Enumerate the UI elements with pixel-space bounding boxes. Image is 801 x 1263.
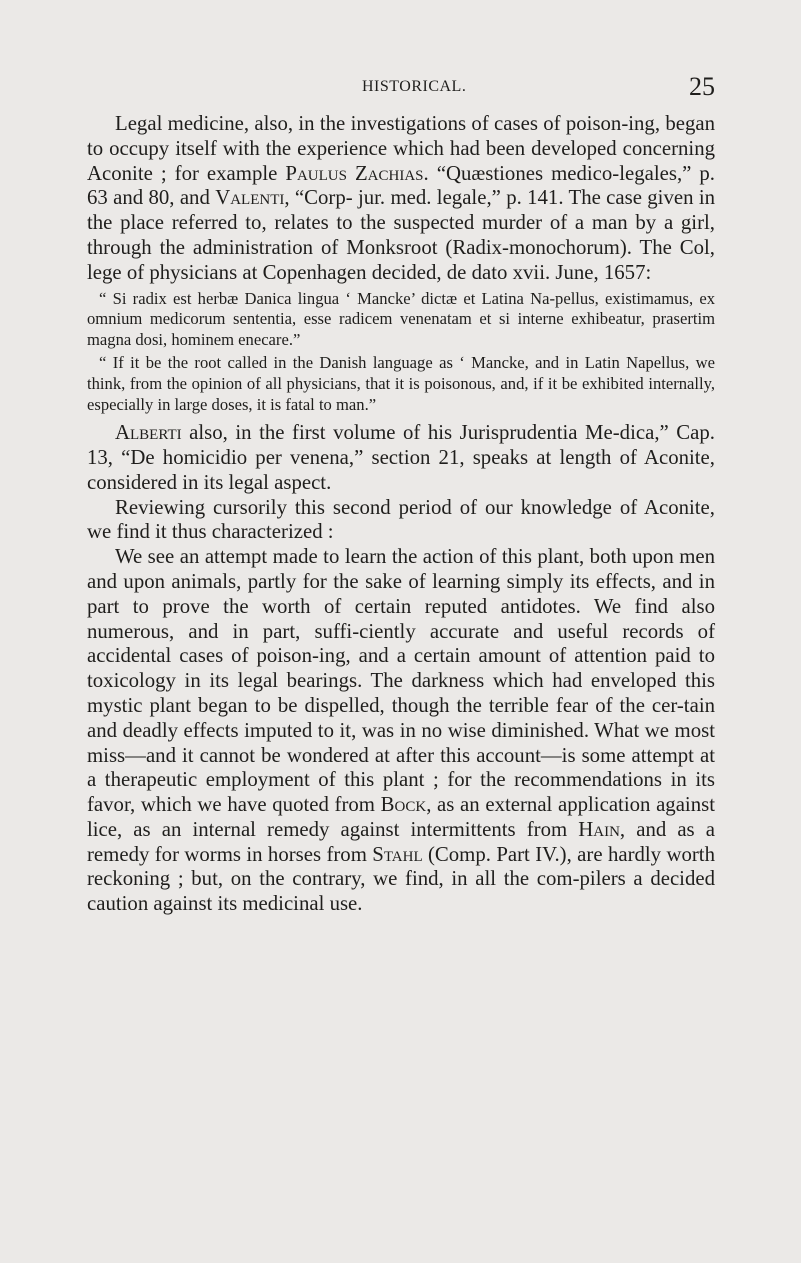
text-run: “ If it be the root called in the Danish language as ‘ Mancke, and in Latin Napellus, we think, from the opinion of all physicians, that it is poisonous, and, if it be exhibited internally, especially in large doses, it is fatal to man.” xyxy=(87,353,715,414)
author-name: Paulus Zachias xyxy=(285,161,424,185)
page-number: 25 xyxy=(689,72,715,101)
paragraph-legal-medicine xyxy=(87,112,715,286)
latin-quotation xyxy=(87,289,715,351)
author-name: Stahl xyxy=(372,842,423,866)
author-name: Valenti xyxy=(215,186,285,210)
text-run: We see an attempt made to learn the action of this plant, both upon men and upon animals, partly for the sake of learning simply its effects, and in part to prove the worth of certain reputed antidotes. We find also numerous, and in part, suffi-ciently accurate and useful records of accidental cases of poison-ing, and a certain amount of attention paid to toxicology in its legal bearings. The darkness which had enveloped this mystic plant began to be dispelled, though the terrible fear of the cer-tain and deadly effects imputed to it, was in no wise diminished. What we most miss—and it cannot be wondered at after this account—is some attempt at a therapeutic employment of this plant ; for the recommendations in its favor, which we have quoted from xyxy=(87,545,715,817)
paragraph-alberti xyxy=(87,421,715,495)
text-run: Legal medicine, also, in the investigations of cases of poison-ing, began to occupy itself with the experience which had been developed concerning Aconite ; for example xyxy=(87,112,715,185)
text-run: , “Corp- jur. med. legale,” p. 141. The case given in the place referred to, relates to the suspected murder of a man by a girl, through the administration of Monksroot (Radix-monochorum). The Col, lege of physicians at Copenhagen decided, de dato xvii. June, 1657: xyxy=(87,186,715,284)
text-run: “ Si radix est herbæ Danica lingua ‘ Mancke’ dictæ et Latina Na-pellus, existimamus, ex omnium medicorum sententia, esse radicem venenatam et si interne exhibeatur, prasertim magna dosi, hominem enecare.” xyxy=(87,288,715,349)
author-name: Hain xyxy=(578,817,620,841)
text-run: (Comp. Part IV.), are hardly worth reckoning ; but, on the contrary, we find, in all the com-pilers a decided caution against its medicinal use. xyxy=(87,842,715,916)
text-run: also, in the first volume of his Jurisprudentia Me-dica,” Cap. 13, “De homicidio per venena,” section 21, speaks at length of Aconite, considered in its legal aspect. xyxy=(87,421,715,494)
author-name: Alberti xyxy=(115,421,182,445)
text-run: , and as a remedy for worms in horses from xyxy=(87,817,715,866)
paragraph-summary xyxy=(87,545,715,917)
english-translation xyxy=(87,353,715,415)
text-run: . “Quæstiones medico-legales,” p. 63 and 80, and xyxy=(87,161,715,210)
author-name: Bock xyxy=(380,793,427,817)
text-run: Reviewing cursorily this second period of our knowledge of Aconite, we find it thus characterized : xyxy=(87,495,715,544)
running-title: HISTORICAL. xyxy=(362,78,467,95)
paragraph-reviewing xyxy=(87,496,715,546)
text-run: , as an external application against lice, as an internal remedy against intermittents from xyxy=(87,793,715,841)
body-text xyxy=(87,112,715,917)
running-head xyxy=(0,72,801,102)
